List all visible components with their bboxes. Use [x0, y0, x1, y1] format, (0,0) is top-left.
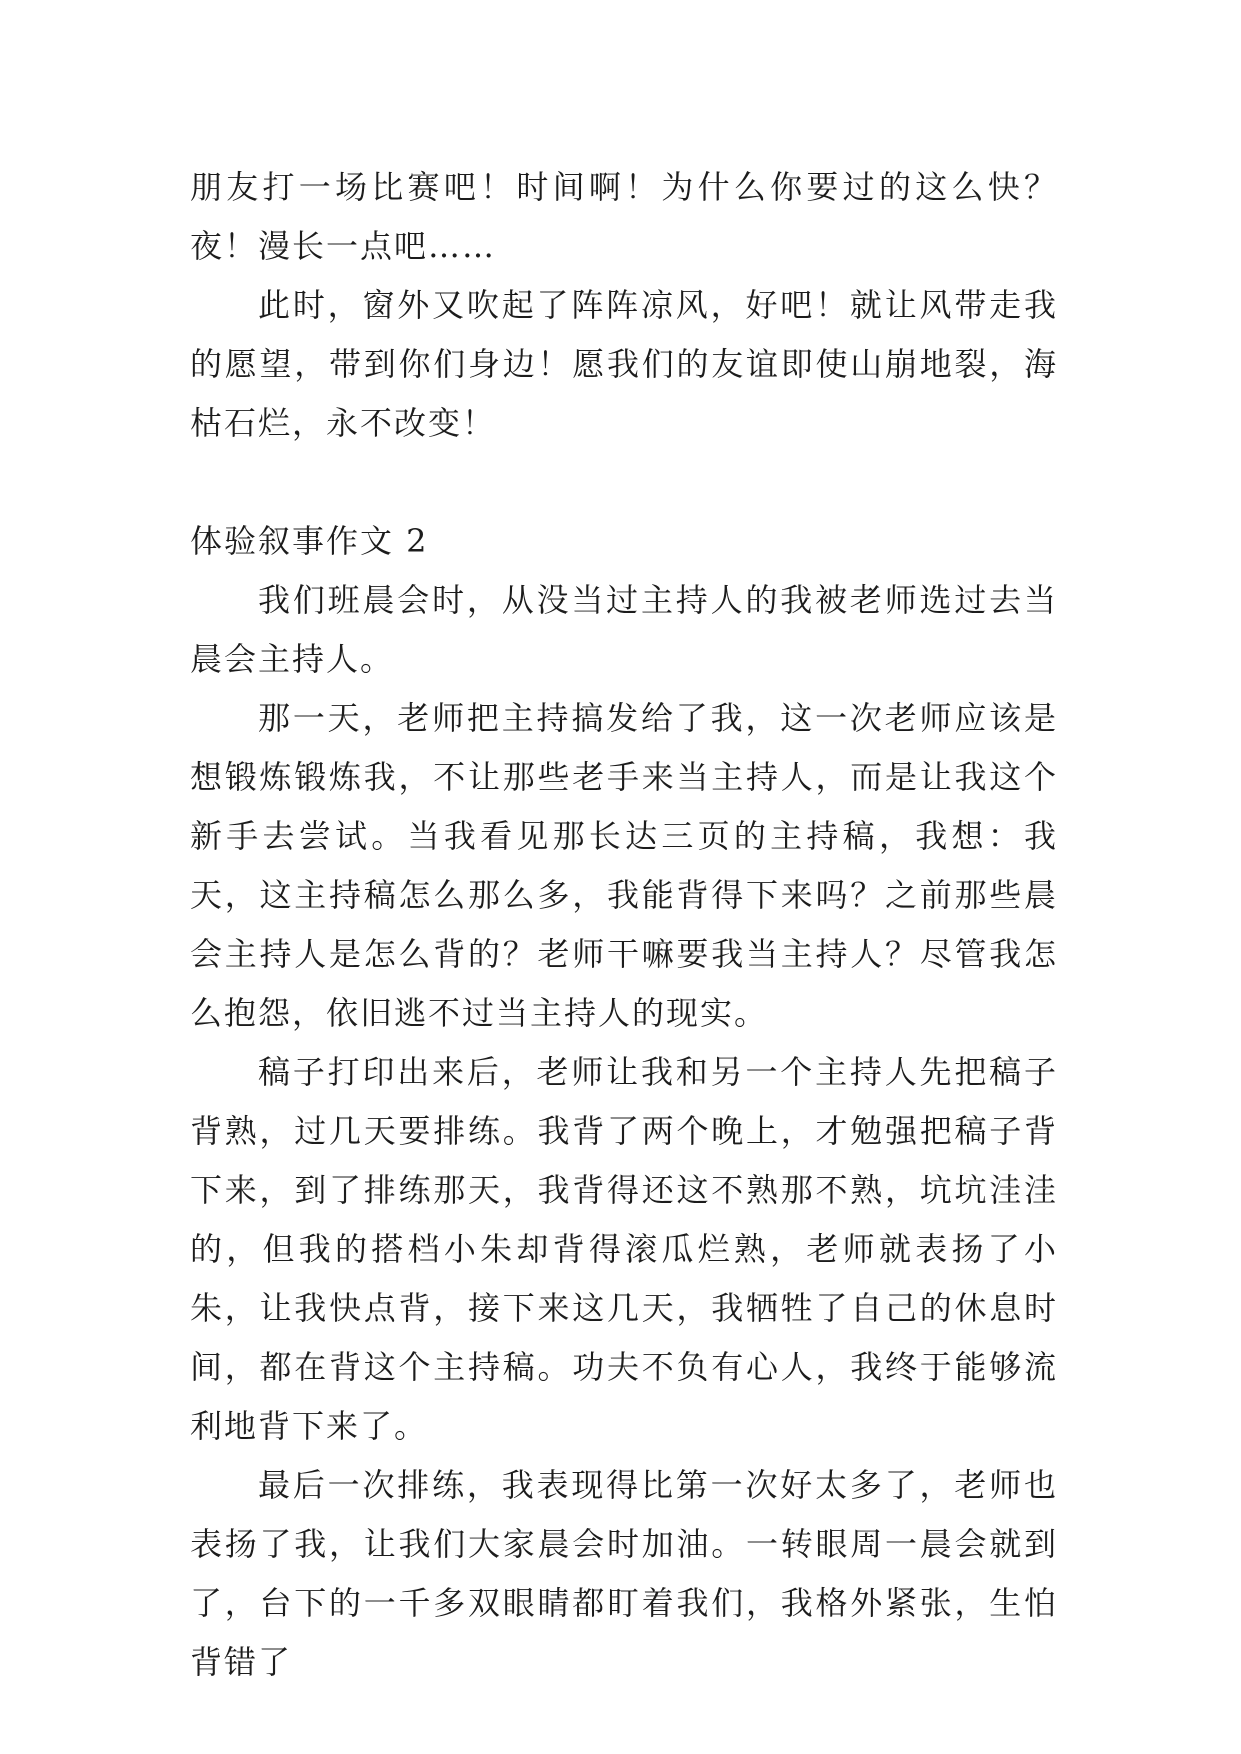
paragraph-4: 最后一次排练，我表现得比第一次好太多了，老师也表扬了我，让我们大家晨会时加油。一转眼周一晨会就到了，台下的一千多双眼睛都盯着我们，我格外紧张，生怕背错了	[190, 1466, 1058, 1681]
paragraph-wind: 此时，窗外又吹起了阵阵凉风，好吧！就让风带走我的愿望，带到你们身边！愿我们的友谊即使山崩地裂，海枯石烂，永不改变！	[190, 286, 1058, 442]
section-title: 体验叙事作文 2	[190, 522, 429, 560]
paragraph-continued: 朋友打一场比赛吧！时间啊！为什么你要过的这么快？夜！漫长一点吧……	[190, 168, 1058, 265]
section-spacer	[190, 453, 1058, 512]
paragraph-3: 稿子打印出来后，老师让我和另一个主持人先把稿子背熟，过几天要排练。我背了两个晚上，才勉强把稿子背下来，到了排练那天，我背得还这不熟那不熟，坑坑洼洼的，但我的搭档小朱却背得滚瓜烂熟，老师就表扬了小朱，让我快点背，接下来这几天，我牺牲了自己的休息时间，都在背这个主持稿。功夫不负有心人，我终于能够流利地背下来了。	[190, 1053, 1058, 1445]
paragraph-2: 那一天，老师把主持搞发给了我，这一次老师应该是想锻炼锻炼我，不让那些老手来当主持人，而是让我这个新手去尝试。当我看见那长达三页的主持稿，我想：我天，这主持稿怎么那么多，我能背得下来吗？之前那些晨会主持人是怎么背的？老师干嘛要我当主持人？尽管我怎么抱怨，依旧逃不过当主持人的现实。	[190, 699, 1058, 1032]
paragraph-1: 我们班晨会时，从没当过主持人的我被老师选过去当晨会主持人。	[190, 581, 1058, 678]
document-body	[190, 158, 1058, 1692]
